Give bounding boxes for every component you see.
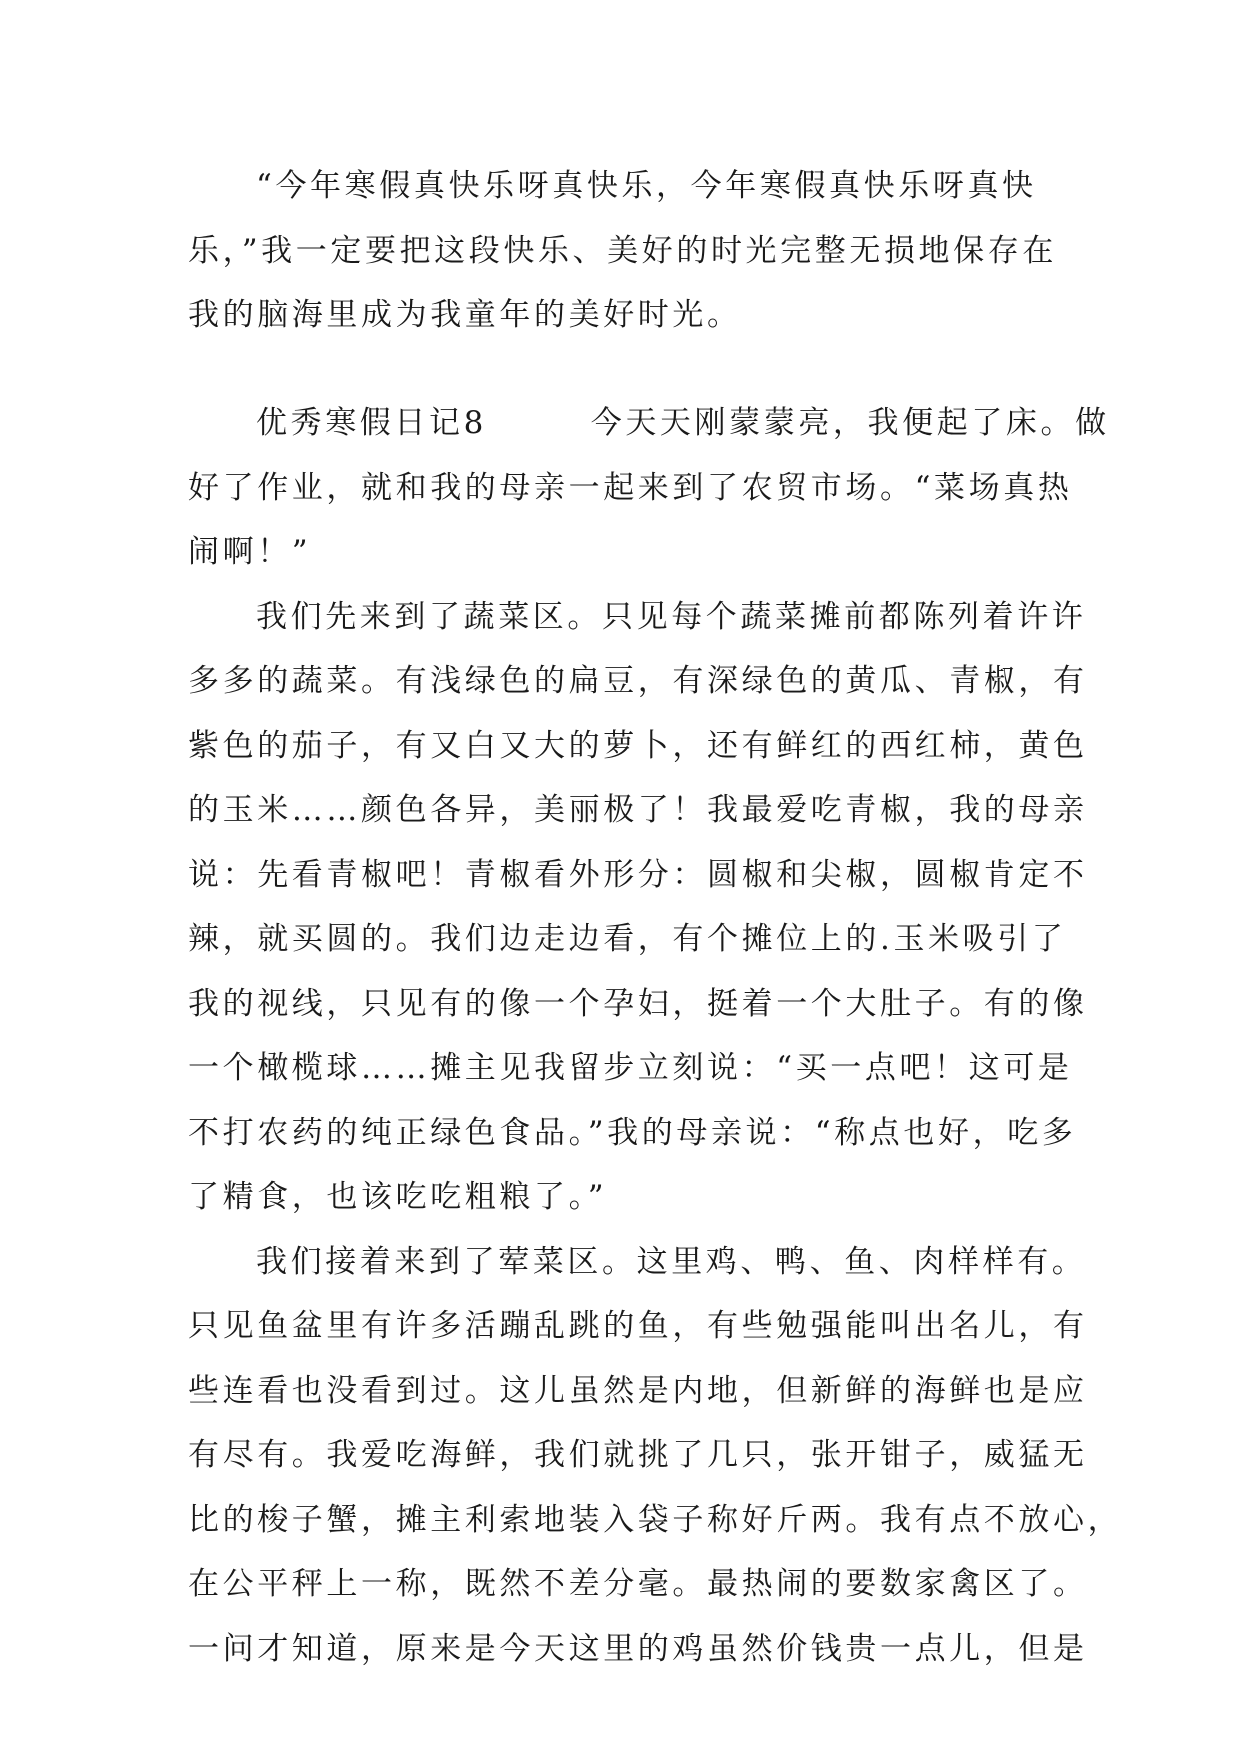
- paragraph-line: 只见鱼盆里有许多活蹦乱跳的鱼，有些勉强能叫出名儿，有: [188, 1308, 1088, 1344]
- paragraph-1: [188, 154, 1068, 348]
- paragraph-4: [188, 1230, 1123, 1682]
- paragraph-line: 我们先来到了蔬菜区。只见每个蔬菜摊前都陈列着许许: [256, 598, 1087, 635]
- paragraph-line: 不打农药的纯正绿色食品。”我的母亲说：“称点也好，吃多: [188, 1114, 1077, 1151]
- paragraph-line: 我的脑海里成为我童年的美好时光。: [188, 297, 742, 333]
- paragraph-line: 在公平秤上一称，既然不差分毫。最热闹的要数家禽区了。: [188, 1566, 1088, 1602]
- paragraph-line: 乐，”我一定要把这段快乐、美好的时光完整无损地保存在: [188, 232, 1057, 269]
- paragraph-line: 了精食，也该吃吃粗粮了。”: [188, 1179, 608, 1215]
- paragraph-line: 有尽有。我爱吃海鲜，我们就挑了几只，张开钳子，威猛无: [188, 1437, 1088, 1473]
- paragraph-line: 紫色的茄子，有又白又大的萝卜，还有鲜红的西红柿，黄色: [188, 727, 1088, 764]
- diary-heading-line: 优秀寒假日记8 今天天刚蒙蒙亮，我便起了床。做: [256, 405, 1110, 441]
- paragraph-line: 我的视线，只见有的像一个孕妇，挺着一个大肚子。有的像: [188, 985, 1088, 1022]
- paragraph-line: 辣，就买圆的。我们边走边看，有个摊位上的.玉米吸引了: [188, 921, 1067, 957]
- paragraph-line: 我们接着来到了荤菜区。这里鸡、鸭、鱼、肉样样有。: [256, 1243, 1087, 1280]
- paragraph-line: 些连看也没看到过。这儿虽然是内地，但新鲜的海鲜也是应: [188, 1372, 1088, 1409]
- paragraph-3: [188, 585, 1088, 1230]
- paragraph-2: [188, 391, 1110, 585]
- paragraph-line: 说：先看青椒吧！青椒看外形分：圆椒和尖椒，圆椒肯定不: [188, 856, 1088, 893]
- paragraph-line: 闹啊！”: [188, 534, 312, 570]
- paragraph-line: “今年寒假真快乐呀真快乐，今年寒假真快乐呀真快: [256, 168, 1037, 204]
- paragraph-line: 好了作业，就和我的母亲一起来到了农贸市场。“菜场真热: [188, 469, 1073, 506]
- paragraph-line: 一问才知道，原来是今天这里的鸡虽然价钱贵一点儿，但是: [188, 1630, 1088, 1667]
- paragraph-line: 一个橄榄球……摊主见我留步立刻说：“买一点吧！这可是: [188, 1050, 1073, 1086]
- diary-body: [188, 391, 1123, 1681]
- paragraph-line: 的玉米……颜色各异，美丽极了！我最爱吃青椒，我的母亲: [188, 792, 1088, 828]
- paragraph-line: 多多的蔬菜。有浅绿色的扁豆，有深绿色的黄瓜、青椒，有: [188, 663, 1088, 699]
- paragraph-line: 比的梭子蟹，摊主利索地装入袋子称好斤两。我有点不放心，: [188, 1501, 1123, 1538]
